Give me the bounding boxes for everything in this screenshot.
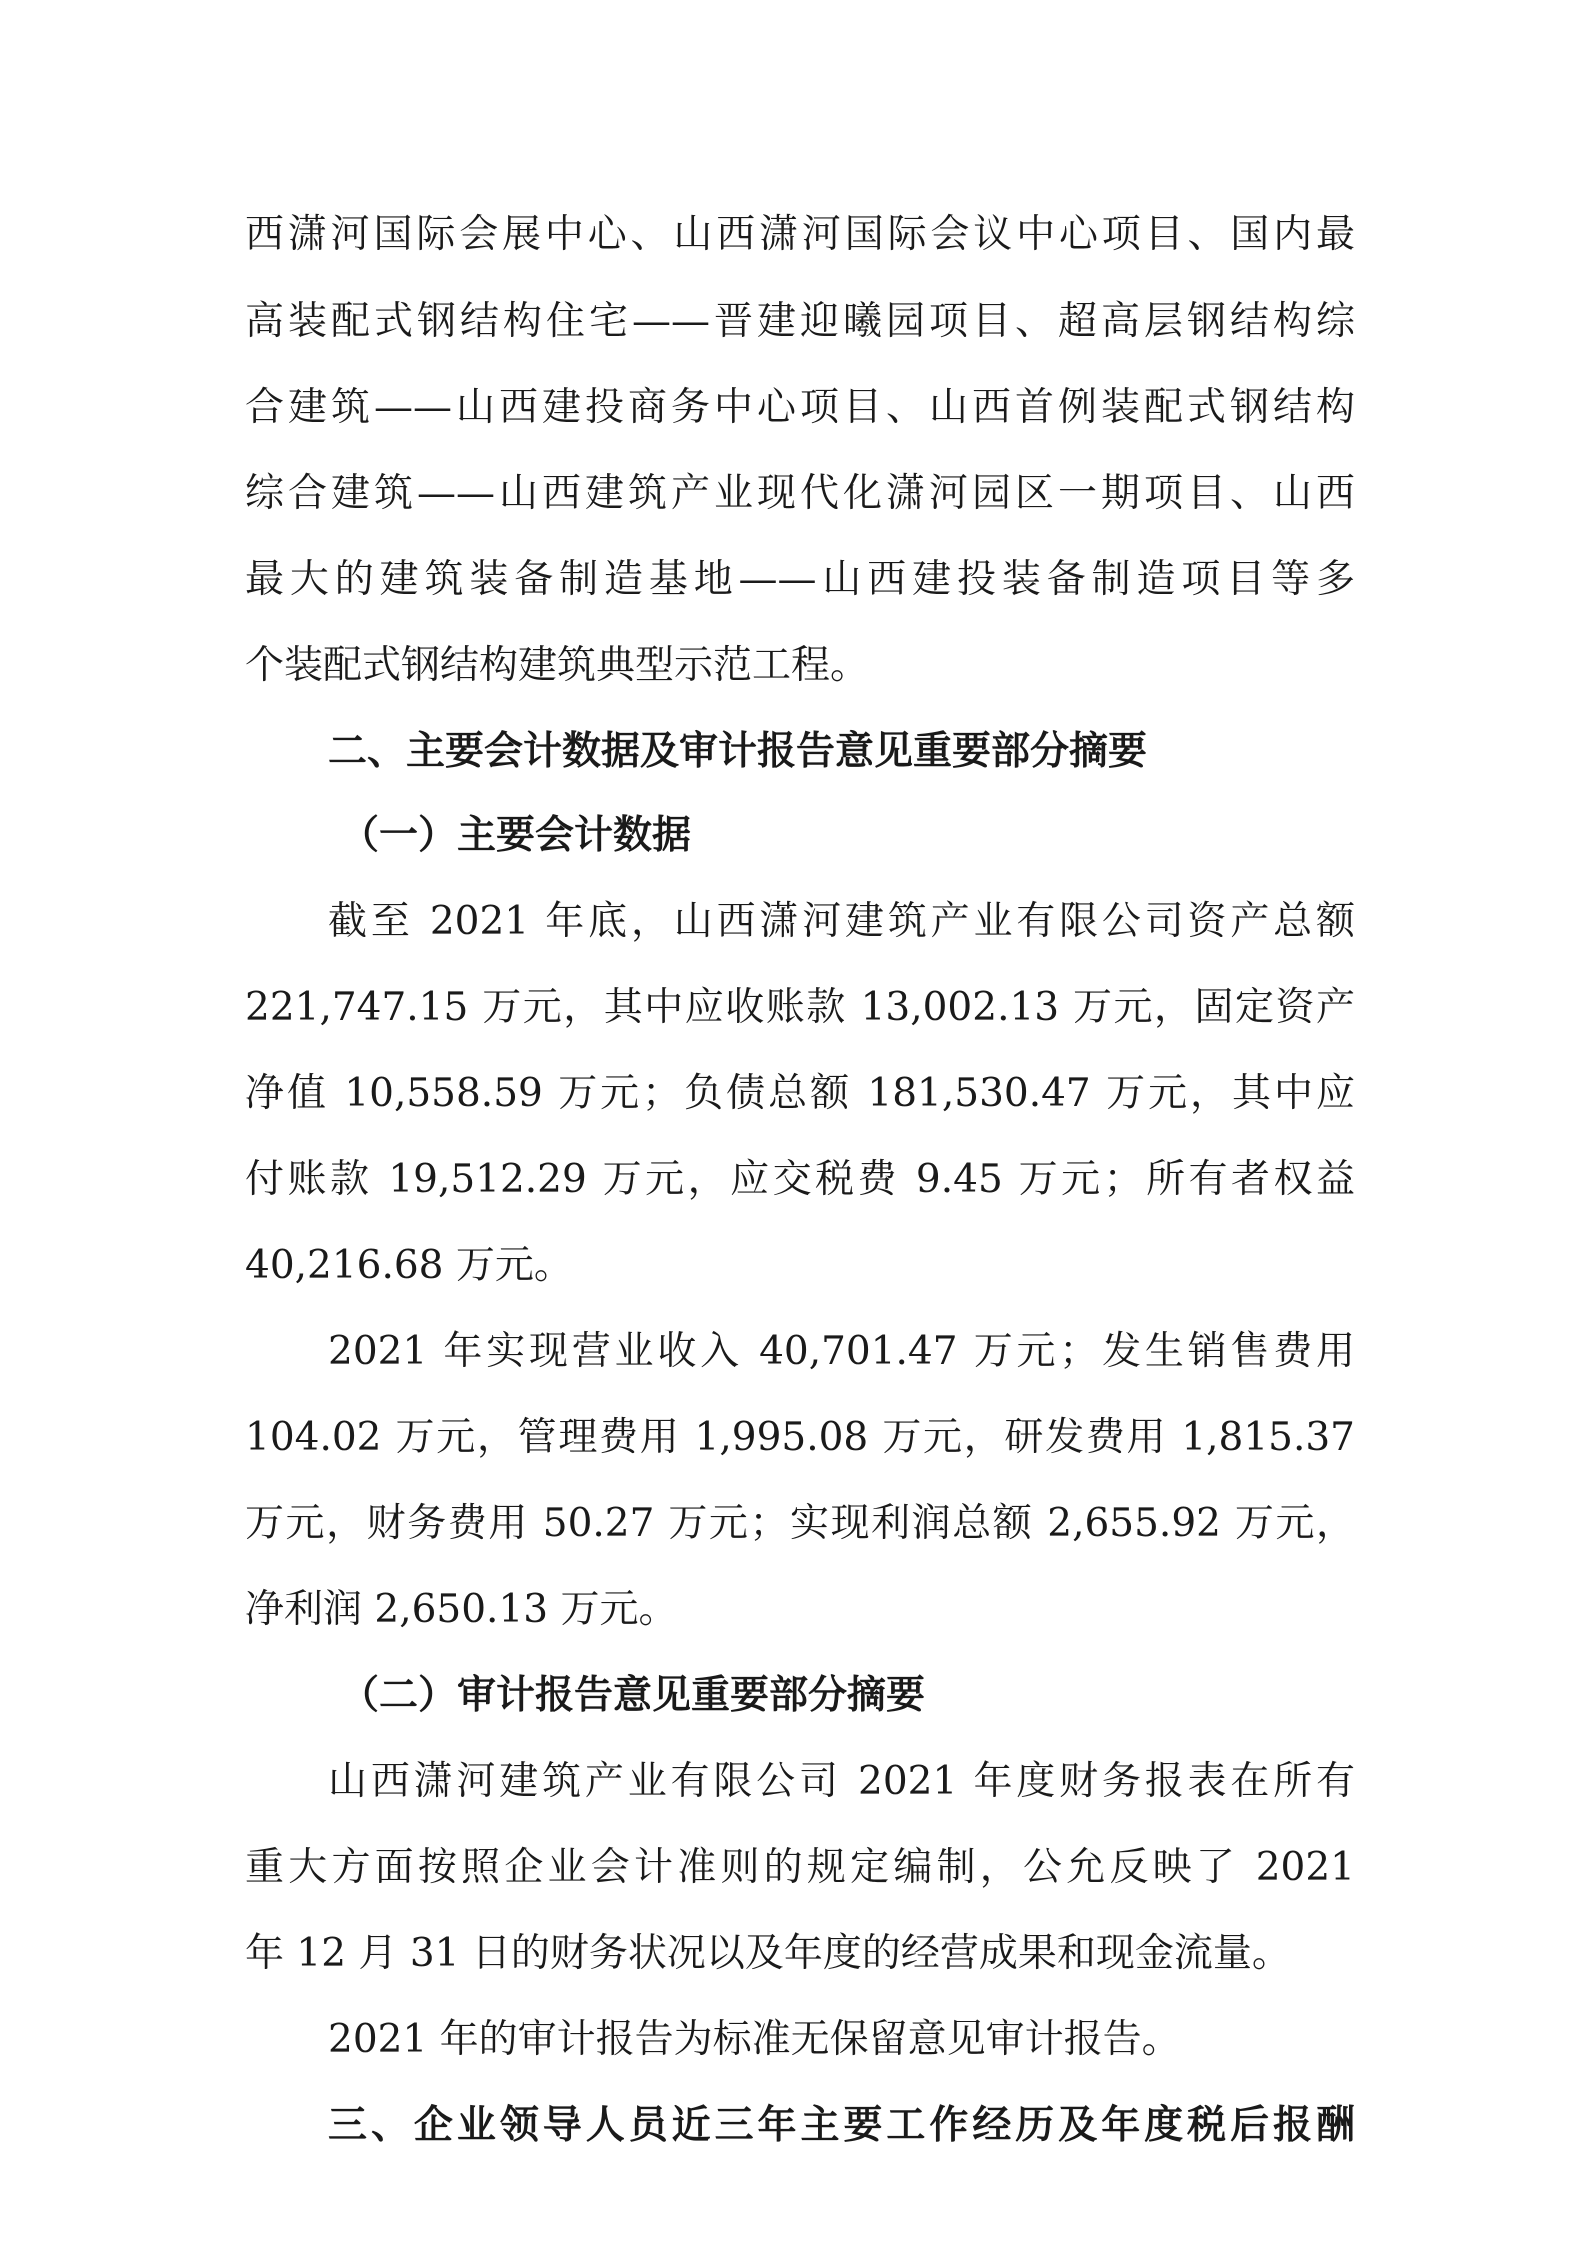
audit-line-3: 年 12 月 31 日的财务状况以及年度的经营成果和现金流量。 — [245, 1931, 1291, 1976]
intro-line-1: 西潇河国际会展中心、山西潇河国际会议中心项目、国内最 — [245, 212, 1355, 257]
intro-line-5: 最大的建筑装备制造基地——山西建投装备制造项目等多 — [245, 557, 1355, 602]
intro-line-3: 合建筑——山西建投商务中心项目、山西首例装配式钢结构 — [245, 385, 1355, 430]
intro-line-2: 高装配式钢结构住宅——晋建迎曦园项目、超高层钢结构综 — [245, 299, 1355, 344]
section-2-1-heading: （一）主要会计数据 — [340, 813, 692, 858]
income-line-1: 2021 年实现营业收入 40,701.47 万元；发生销售费用 — [328, 1329, 1355, 1374]
balance-line-2: 221,747.15 万元，其中应收账款 13,002.13 万元，固定资产 — [245, 985, 1355, 1030]
audit-opinion: 2021 年的审计报告为标准无保留意见审计报告。 — [328, 2017, 1181, 2062]
income-line-3: 万元，财务费用 50.27 万元；实现利润总额 2,655.92 万元， — [245, 1501, 1355, 1546]
balance-line-1: 截至 2021 年底，山西潇河建筑产业有限公司资产总额 — [328, 899, 1355, 944]
income-line-4: 净利润 2,650.13 万元。 — [245, 1587, 678, 1632]
section-2-heading: 二、主要会计数据及审计报告意见重要部分摘要 — [328, 729, 1148, 774]
section-2-2-heading: （二）审计报告意见重要部分摘要 — [340, 1673, 926, 1718]
income-line-2: 104.02 万元，管理费用 1,995.08 万元，研发费用 1,815.37 — [245, 1415, 1355, 1460]
audit-line-1: 山西潇河建筑产业有限公司 2021 年度财务报表在所有 — [328, 1759, 1355, 1804]
audit-line-2: 重大方面按照企业会计准则的规定编制，公允反映了 2021 — [245, 1845, 1355, 1890]
balance-line-4: 付账款 19,512.29 万元，应交税费 9.45 万元；所有者权益 — [245, 1157, 1355, 1202]
balance-line-5: 40,216.68 万元。 — [245, 1243, 573, 1288]
balance-line-3: 净值 10,558.59 万元；负债总额 181,530.47 万元，其中应 — [245, 1071, 1355, 1116]
intro-line-6: 个装配式钢结构建筑典型示范工程。 — [245, 643, 870, 688]
intro-line-4: 综合建筑——山西建筑产业现代化潇河园区一期项目、山西 — [245, 471, 1355, 516]
section-3-heading: 三、企业领导人员近三年主要工作经历及年度税后报酬 — [328, 2103, 1355, 2148]
